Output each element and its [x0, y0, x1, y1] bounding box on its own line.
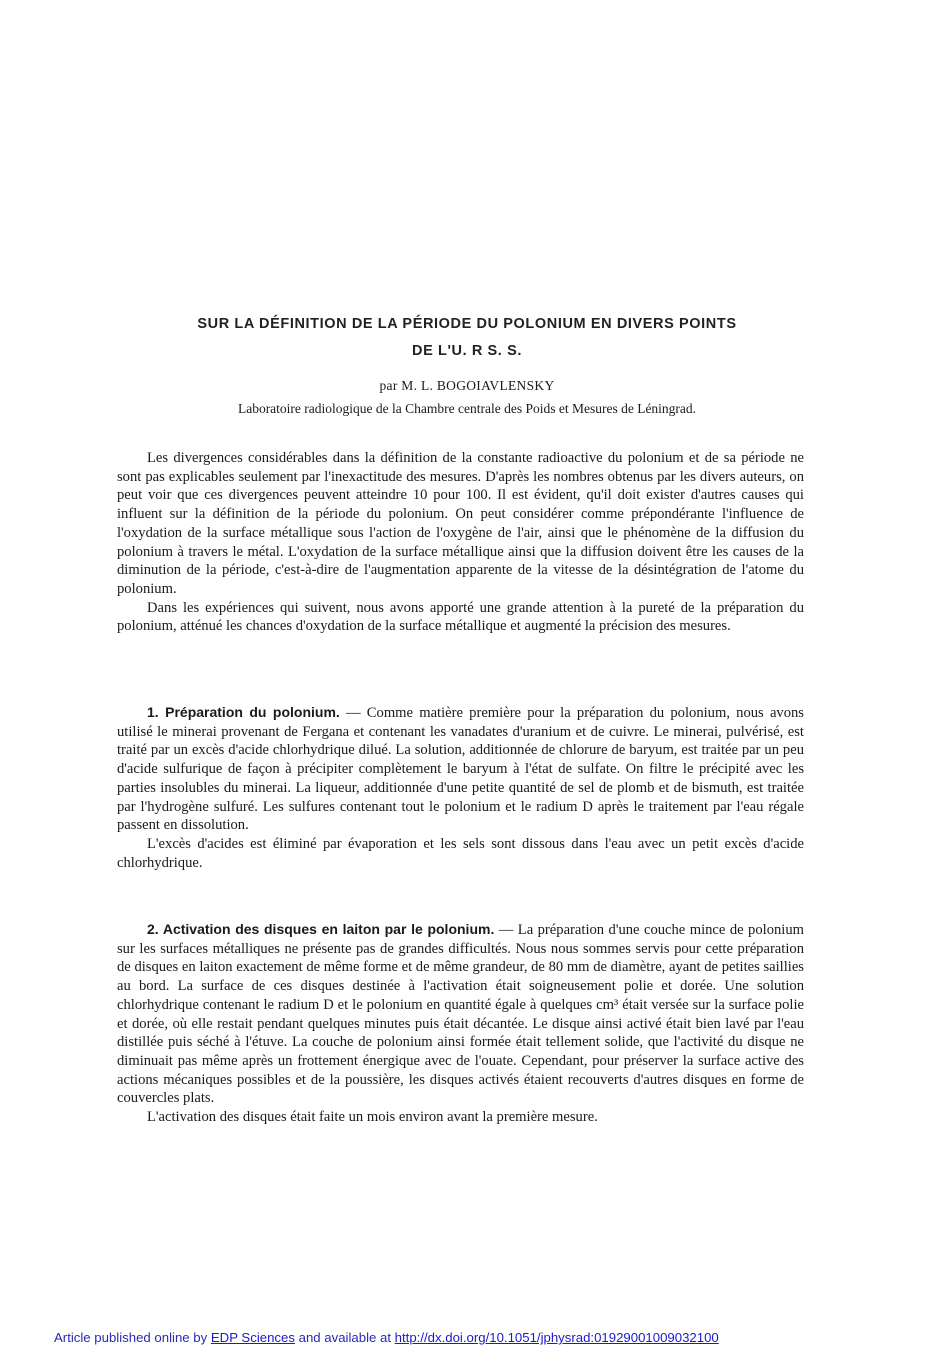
- doi-link[interactable]: http://dx.doi.org/10.1051/jphysrad:01929001009032100: [394, 1330, 719, 1345]
- author-byline: par M. L. BOGOIAVLENSKY: [379, 378, 555, 393]
- section-2-paragraph-2: L'activation des disques était faite un mois environ avant la première mesure.: [147, 1109, 598, 1126]
- section-2-text: — La préparation d'une couche mince de polonium sur les surfaces métalliques ne présente pas de grandes difficultés. Nous nous sommes servis pour cette préparation de disques en laiton exactement de même forme et de même grandeur, de 80 mm de diamètre, ayant de petites saillies au bord. La surface de ces disques destinée à l'activation était soigneusement polie et dorée. Une solution chlorhydrique contenant le radium D et le polonium en quantité égale à quelques cm³ était versée sur la surface polie et dorée, où elle restait pendant quelques minutes puis était décantée. Le disque ainsi activé était bien lavé par l'eau distillée puis séché à l'étuve. La couche de polonium ainsi formée était tellement solide, que l'activité du disque ne diminuait pas même après un frottement énergique avec de l'ouate. Cependant, pour préserver la surface active des actions mécaniques possibles et de la poussière, les disques activés étaient recouverts d'autres disques en forme de couvercles plats.: [117, 922, 804, 1107]
- section-1: [117, 703, 804, 872]
- intro-section: [117, 449, 804, 636]
- section-2: [117, 920, 804, 1127]
- section-1-paragraph-2: L'excès d'acides est éliminé par évaporation et les sels sont dissous dans l'eau avec un petit excès d'acide chlorhydrique.: [117, 835, 804, 871]
- section-2-paragraph-1: [117, 920, 804, 1108]
- author-affiliation: Laboratoire radiologique de la Chambre centrale des Poids et Mesures de Léningrad.: [237, 401, 697, 416]
- footer-middle: and available at: [294, 1330, 395, 1345]
- publication-footer: [54, 1330, 874, 1345]
- article-title-line-1: SUR LA DÉFINITION DE LA PÉRIODE DU POLONIUM EN DIVERS POINTS: [197, 316, 737, 332]
- section-1-paragraph-1: [117, 703, 804, 835]
- section-1-heading: 1. Préparation du polonium.: [147, 704, 340, 720]
- section-2-heading: 2. Activation des disques en laiton par le polonium.: [147, 921, 495, 937]
- footer-prefix: Article published online by: [54, 1330, 211, 1345]
- intro-paragraph-1: Les divergences considérables dans la définition de la constante radioactive du polonium et de sa période ne sont pas explicables seulement par l'inexactitude des mesures. D'après les nombres obtenus par les divers auteurs, on peut voir que ces divergences peuvent atteindre 10 pour 100. Il est évident, qu'il doit exister d'autres causes qui influent sur la définition de la période du polonium. On peut considérer comme prépondérante l'influence de l'oxydation de la surface métallique sous l'action de l'oxygène de l'air, ainsi que le phénomène de la diffusion du polonium à travers le métal. L'oxydation de la surface métallique ainsi que la diffusion doivent être les causes de la diminution de la période, c'est-à-dire de l'augmentation apparente de la vitesse de la désintégration de l'atome du polonium.: [117, 450, 804, 597]
- intro-paragraph-2: Dans les expériences qui suivent, nous avons apporté une grande attention à la pureté de la préparation du polonium, atténué les chances d'oxydation de la surface métallique et augmenté la précision des mesures.: [117, 599, 804, 635]
- publisher-link[interactable]: EDP Sciences: [210, 1330, 295, 1345]
- article-title-line-2: DE L'U. R S. S.: [412, 343, 522, 359]
- section-1-text: — Comme matière première pour la préparation du polonium, nous avons utilisé le minerai provenant de Fergana et contenant les vanadates d'uranium et de cuivre. Le minerai, pulvérisé, est traité par un excès d'acide chlorhydrique dilué. La solution, additionnée de chlorure de baryum, est traitée par un peu d'acide sulfurique de façon à précipiter complètement le baryum à l'état de sulfate. On filtre le précipité avec les parties insolubles du minerai. La liqueur, additionnée d'une petite quantité de sel de plomb et de bismuth, est traitée par l'hydrogène sulfuré. Les sulfures contenant tout le polonium et le radium D après le traitement par l'eau régale passent en dissolution.: [117, 705, 804, 834]
